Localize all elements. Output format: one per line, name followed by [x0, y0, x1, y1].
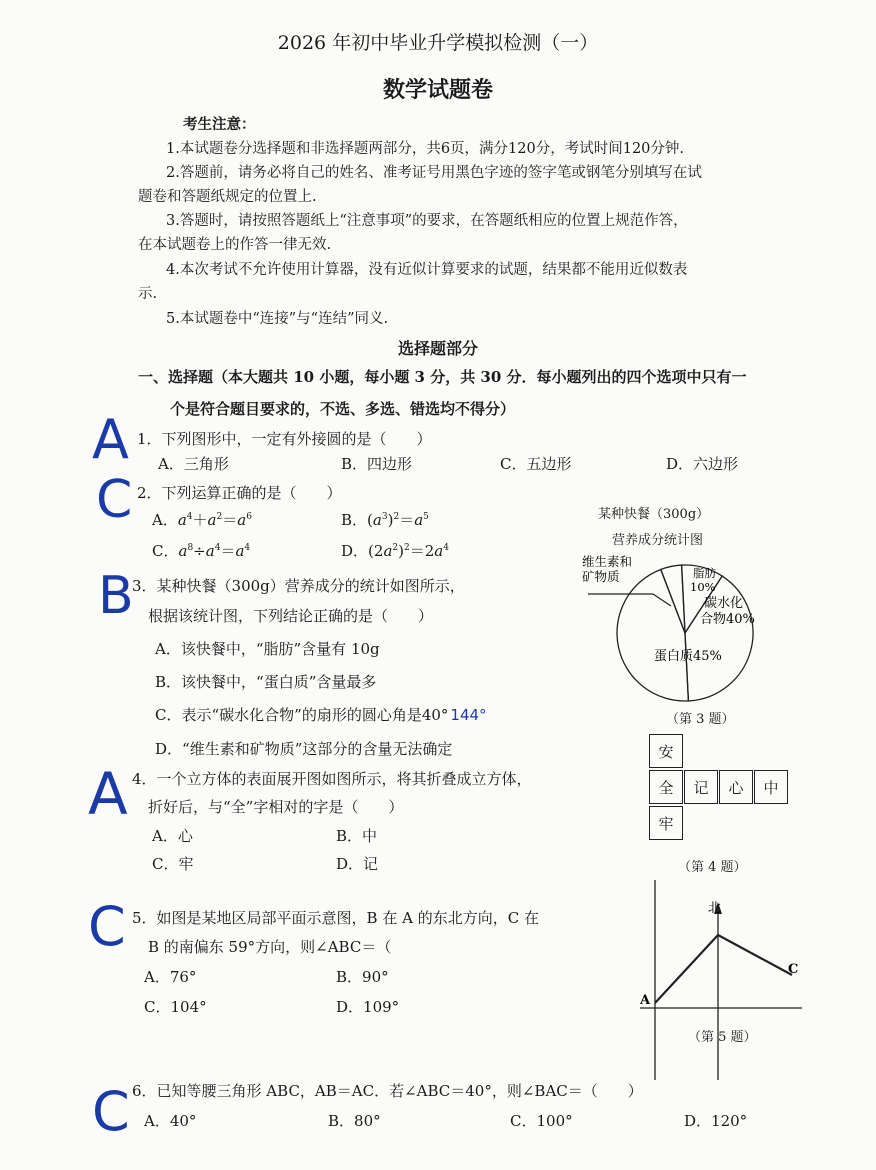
option: C．104° — [144, 998, 207, 1016]
notice-item: 2.答题前，请务必将自己的姓名、准考证号用黑色字迹的签字笔或钢笔分别填写在试 — [166, 165, 702, 181]
subject-title: 数学试题卷 — [382, 77, 493, 103]
pie-label-carb: 碳水化 — [704, 596, 744, 611]
notice-heading: 考生注意： — [183, 116, 256, 133]
option: C．牢 — [152, 855, 194, 873]
net-cell: 中 — [754, 770, 788, 804]
option: B．中 — [336, 827, 378, 845]
option: A．心 — [152, 827, 193, 845]
handwritten-answer: A — [88, 760, 128, 828]
handwritten-answer: C — [92, 1080, 130, 1143]
net-cell: 记 — [684, 770, 718, 804]
net-cell: 牢 — [649, 806, 683, 840]
option: C．五边形 — [500, 455, 572, 473]
option: B．80° — [328, 1112, 381, 1130]
option: C．100° — [510, 1112, 573, 1130]
question-stem: 6．已知等腰三角形 ABC，AB＝AC．若∠ABC＝40°，则∠BAC＝（ ） — [132, 1082, 643, 1100]
option: C．$a^8\div a^4=a^4$ — [152, 542, 251, 560]
pie-chart — [560, 545, 800, 705]
pie-slice — [661, 565, 685, 633]
pie-slice — [685, 576, 753, 701]
notice-item: 示. — [138, 286, 158, 302]
pie-slice — [617, 569, 688, 701]
direction-figure — [630, 880, 820, 1080]
option: C．表示“碳水化合物”的扇形的圆心角是40° 144° — [155, 706, 487, 724]
figure-caption: （第 5 题） — [688, 1030, 757, 1045]
notice-item: 1.本试题卷分选择题和非选择题两部分，共6页，满分120分，考试时间120分钟. — [166, 141, 685, 157]
option: A．76° — [144, 968, 197, 986]
option: D．“维生素和矿物质”这部分的含量无法确定 — [155, 740, 453, 758]
option: B．$(a^3)^2=a^5$ — [341, 511, 429, 529]
question-stem: B 的南偏东 59°方向，则∠ABC＝（ — [148, 938, 392, 956]
notice-item: 3.答题时，请按照答题纸上“注意事项”的要求，在答题纸相应的位置上规范作答， — [166, 213, 688, 229]
leader-line — [653, 594, 671, 606]
question-stem: 根据该统计图，下列结论正确的是（ ） — [148, 607, 434, 625]
notice-item: 题卷和答题纸规定的位置上. — [138, 189, 317, 205]
handwritten-note: 144° — [450, 706, 487, 724]
option: A．三角形 — [158, 455, 229, 473]
question-stem: 3．某种快餐（300g）营养成分的统计如图所示， — [132, 577, 465, 595]
option: D．六边形 — [666, 455, 739, 473]
handwritten-answer: A — [92, 408, 129, 471]
option: A．$a^4+a^2=a^6$ — [152, 511, 252, 529]
option: A．该快餐中，“脂肪”含量有 10g — [155, 640, 380, 658]
pie-label-protein: 蛋白质45% — [654, 649, 722, 664]
question-stem: 折好后，与“全”字相对的字是（ ） — [148, 798, 404, 816]
option: B．该快餐中，“蛋白质”含量最多 — [155, 673, 377, 691]
pie-label-carb: 合物40% — [700, 612, 755, 627]
label-a: A — [640, 993, 651, 1008]
option: B．四边形 — [341, 455, 413, 473]
question-stem: 1．下列图形中，一定有外接圆的是（ ） — [137, 430, 432, 448]
segment-ab — [655, 935, 718, 1003]
pie-label-fat: 脂肪 — [693, 566, 716, 580]
question-stem: 5．如图是某地区局部平面示意图，B 在 A 的东北方向，C 在 — [132, 909, 539, 927]
exam-title: 2026 年初中毕业升学模拟检测（一） — [277, 32, 599, 54]
section-title: 选择题部分 — [397, 339, 478, 358]
handwritten-answer: B — [98, 566, 134, 626]
chart-subtitle: 营养成分统计图 — [612, 533, 704, 548]
figure-caption: （第 4 题） — [678, 860, 747, 875]
option: D．109° — [336, 998, 400, 1016]
question-stem: 4．一个立方体的表面展开图如图所示，将其折叠成立方体， — [132, 770, 532, 788]
segment-bc — [718, 935, 792, 975]
notice-item: 在本试题卷上的作答一律无效. — [138, 237, 332, 253]
label-north: 北 — [708, 901, 722, 916]
handwritten-answer: C — [88, 895, 126, 958]
section-intro: 一、选择题（本大题共 10 小题，每小题 3 分，共 30 分．每小题列出的四个选项中只有一 — [138, 368, 747, 386]
option: D．记 — [336, 855, 379, 873]
handwritten-answer: C — [96, 470, 133, 530]
chart-title: 某种快餐（300g） — [598, 507, 710, 522]
label-c: C — [788, 962, 799, 977]
pie-label-vitamin: 矿物质 — [582, 569, 620, 584]
option: A．40° — [144, 1112, 197, 1130]
pie-label-fat: 10% — [690, 580, 716, 594]
section-intro: 个是符合题目要求的，不选、多选、错选均不得分） — [170, 400, 516, 418]
option: D．$(2a^2)^2=2a^4$ — [341, 542, 449, 560]
figure-caption: （第 3 题） — [666, 712, 735, 727]
option: B．90° — [336, 968, 389, 986]
notice-item: 5.本试题卷中“连接”与“连结”同义. — [166, 311, 389, 327]
notice-item: 4.本次考试不允许使用计算器，没有近似计算要求的试题，结果都不能用近似数表 — [166, 262, 688, 278]
question-stem: 2．下列运算正确的是（ ） — [137, 484, 342, 502]
net-cell: 全 — [649, 770, 683, 804]
option: D．120° — [684, 1112, 748, 1130]
net-cell: 心 — [719, 770, 753, 804]
pie-label-vitamin: 维生素和 — [582, 554, 633, 569]
net-cell: 安 — [649, 734, 683, 768]
